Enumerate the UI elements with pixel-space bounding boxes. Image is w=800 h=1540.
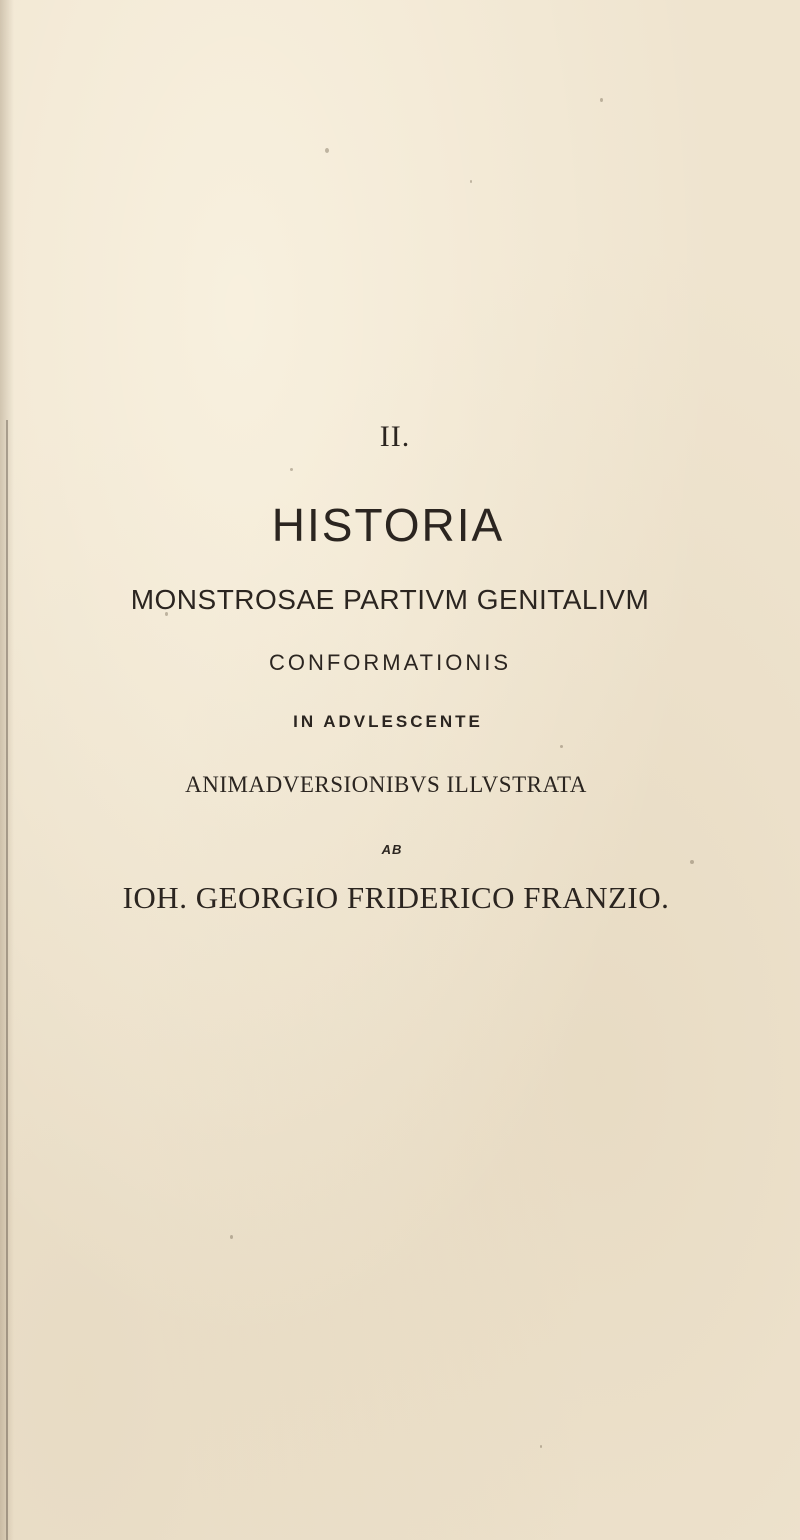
- author-name: IOH. GEORGIO FRIDERICO FRANZIO.: [122, 880, 670, 915]
- subtitle-line-4: ANIMADVERSIONIBVS ILLVSTRATA: [185, 772, 587, 797]
- by-line: AB: [381, 842, 403, 857]
- subtitle-line-2: CONFORMATIONIS: [268, 650, 512, 675]
- subtitle-line-3: IN ADVLESCENTE: [293, 712, 483, 731]
- subtitle-line-1: MONSTROSAE PARTIVM GENITALIVM: [130, 584, 650, 615]
- page-title: HISTORIA: [271, 499, 505, 551]
- section-numeral: II.: [379, 420, 411, 453]
